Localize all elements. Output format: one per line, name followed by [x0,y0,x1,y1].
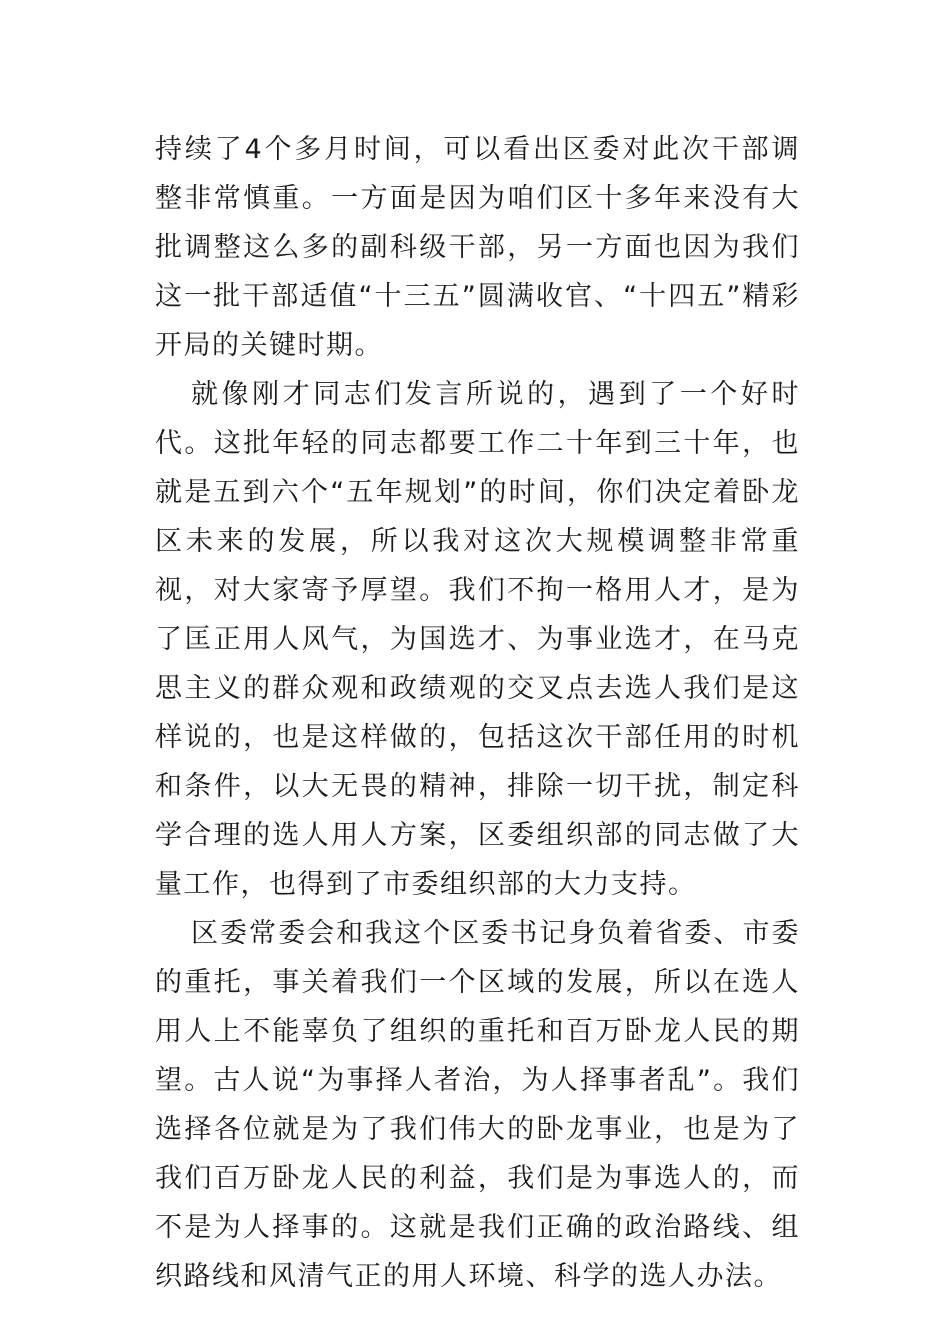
paragraph-2: 就像刚才同志们发言所说的，遇到了一个好时代。这批年轻的同志都要工作二十年到三十年，也就是五到六个“五年规划”的时间，你们决定着卧龙区未来的发展，所以我对这次大规模调整非常重视，对大家寄予厚望。我们不拘一格用人才，是为了匡正用人风气，为国选才、为事业选才，在马克思主义的群众观和政绩观的交叉点去选人我们是这样说的，也是这样做的，包括这次干部任用的时机和条件，以大无畏的精神，排除一切干扰，制定科学合理的选人用人方案，区委组织部的同志做了大量工作，也得到了市委组织部的大力支持。 [155,379,800,900]
paragraph-1: 持续了4个多月时间，可以看出区委对此次干部调整非常慎重。一方面是因为咱们区十多年来没有大批调整这么多的副科级干部，另一方面也因为我们这一批干部适值“十三五”圆满收官、“十四五”精彩开局的关键时期。 [155,134,800,361]
paragraph-3: 区委常委会和我这个区委书记身负着省委、市委的重托，事关着我们一个区域的发展，所以在选人用人上不能辜负了组织的重托和百万卧龙人民的期望。古人说“为事择人者治，为人择事者乱”。我们选择各位就是为了我们伟大的卧龙事业，也是为了我们百万卧龙人民的利益，我们是为事选人的，而不是为人择事的。这就是我们正确的政治路线、组织路线和风清气正的用人环境、科学的选人办法。 [155,918,800,1292]
document-body [155,125,800,1301]
